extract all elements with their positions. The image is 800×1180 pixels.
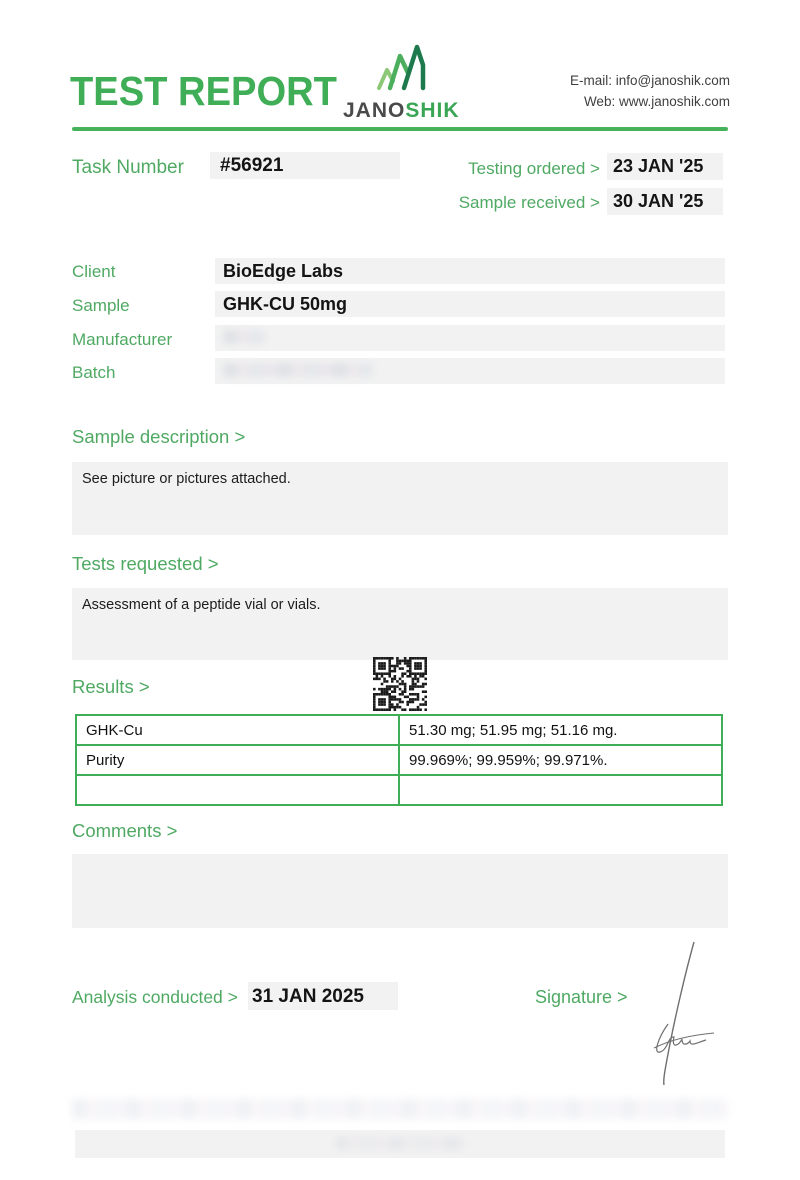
result-value: 51.30 mg; 51.95 mg; 51.16 mg. xyxy=(399,715,722,745)
comments-heading: Comments > xyxy=(72,820,178,841)
table-row xyxy=(76,745,722,775)
sample-description-text: See picture or pictures attached. xyxy=(82,471,291,487)
header-divider xyxy=(72,127,728,131)
batch-redacted-value xyxy=(223,363,373,377)
manufacturer-field xyxy=(215,325,725,351)
logo-text-green: SHIK xyxy=(405,99,460,122)
batch-field xyxy=(215,358,725,384)
logo-wordmark xyxy=(343,99,459,123)
sample-field xyxy=(215,291,725,317)
analysis-conducted-label: Analysis conducted > xyxy=(72,987,238,1007)
tests-requested-box xyxy=(72,588,728,660)
sample-received-field xyxy=(607,188,723,215)
signature-label: Signature > xyxy=(535,987,628,1007)
table-row xyxy=(76,775,722,805)
results-table xyxy=(75,714,723,806)
logo-text-dark: JANO xyxy=(343,99,406,122)
client-field xyxy=(215,258,725,284)
sample-received-label: Sample received > xyxy=(458,193,600,212)
sample-description-heading: Sample description > xyxy=(72,426,246,447)
testing-ordered-value: 23 JAN '25 xyxy=(613,156,704,176)
comments-box xyxy=(72,854,728,928)
results-heading: Results > xyxy=(72,676,150,697)
result-value: 99.969%; 99.959%; 99.971%. xyxy=(399,745,722,775)
sample-value: GHK-CU 50mg xyxy=(223,294,348,314)
page-title: TEST REPORT xyxy=(70,68,337,114)
manufacturer-redacted-value xyxy=(223,330,265,344)
testing-ordered-field xyxy=(607,153,723,180)
trend-peaks-icon xyxy=(372,44,430,92)
table-row xyxy=(76,715,722,745)
contact-email: E-mail: info@janoshik.com xyxy=(569,73,730,88)
sample-label: Sample xyxy=(72,296,130,315)
result-name: Purity xyxy=(76,745,399,775)
sample-received-value: 30 JAN '25 xyxy=(613,191,704,211)
contact-web: Web: www.janoshik.com xyxy=(583,94,730,109)
result-name xyxy=(76,775,399,805)
client-label: Client xyxy=(72,262,116,281)
sample-description-box xyxy=(72,462,728,535)
batch-label: Batch xyxy=(72,363,116,382)
footer-redacted-box xyxy=(75,1130,725,1158)
result-value xyxy=(399,775,722,805)
contact-info xyxy=(570,70,730,112)
task-number-label: Task Number xyxy=(72,157,184,178)
signature-scribble xyxy=(628,938,728,1086)
qr-code xyxy=(373,657,427,711)
result-name: GHK-Cu xyxy=(76,715,399,745)
task-number-value: #56921 xyxy=(220,155,284,176)
manufacturer-label: Manufacturer xyxy=(72,330,173,349)
comments-text xyxy=(72,854,728,863)
client-value: BioEdge Labs xyxy=(223,261,344,281)
testing-ordered-label: Testing ordered > xyxy=(468,159,600,178)
task-number-field xyxy=(210,152,400,179)
analysis-conducted-field xyxy=(248,982,398,1010)
footer-redacted-text xyxy=(72,1099,728,1119)
footer-redacted-box-text xyxy=(335,1137,465,1150)
tests-requested-heading: Tests requested > xyxy=(72,553,219,574)
tests-requested-text: Assessment of a peptide vial or vials. xyxy=(82,597,321,613)
janoshik-logo xyxy=(343,44,459,123)
analysis-conducted-value: 31 JAN 2025 xyxy=(252,986,364,1007)
